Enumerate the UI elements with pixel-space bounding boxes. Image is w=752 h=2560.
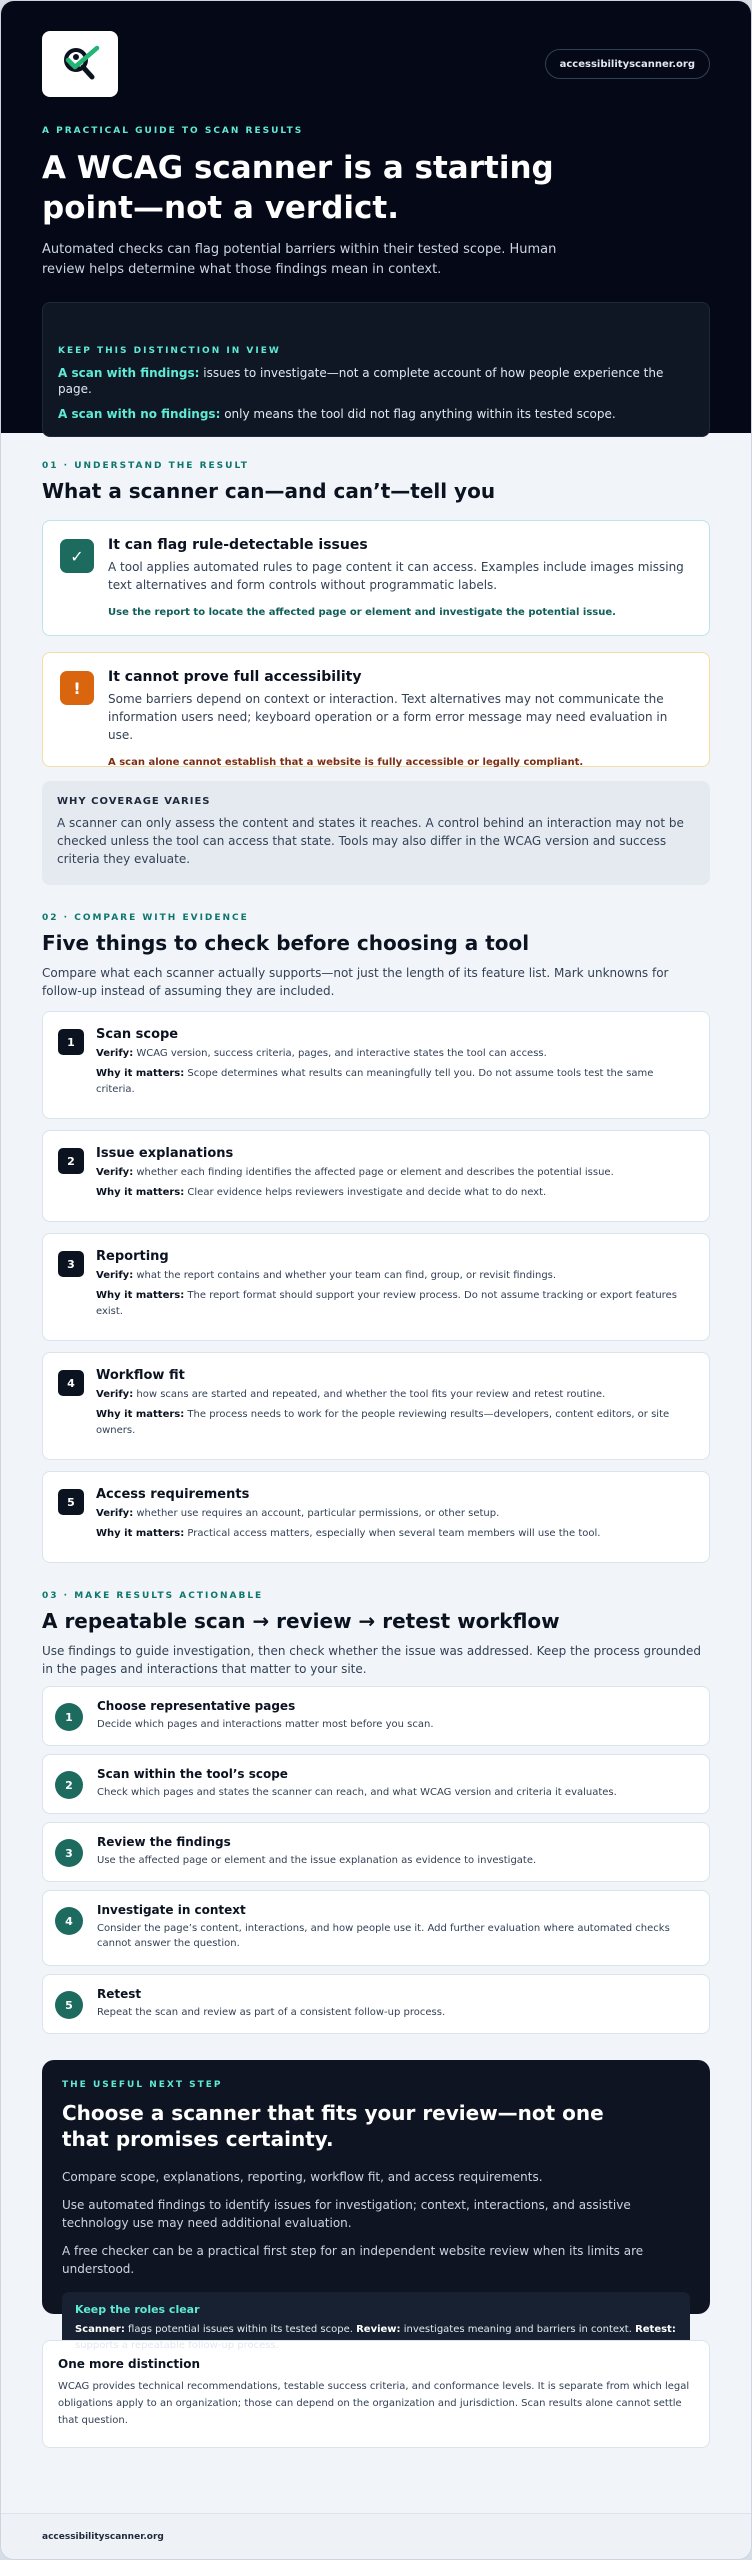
section-lede: Compare what each scanner actually supports—not just the length of its feature list. Mark unknowns for follow-up instead of assuming they are included.: [42, 966, 669, 998]
step-title: Investigate in context: [97, 1903, 246, 1917]
verify-label: Verify:: [96, 1389, 134, 1400]
check-verify: [96, 1387, 694, 1403]
step-number: 2: [55, 1771, 83, 1799]
check-number: 2: [58, 1148, 84, 1174]
check-item: [42, 1233, 710, 1341]
footer: [1, 2513, 751, 2559]
check-why: [96, 1407, 694, 1439]
verify-label: Verify:: [96, 1508, 134, 1519]
workflow-steps: [42, 1686, 710, 2034]
why-text: Clear evidence helps reviewers investigate and decide what to do next.: [184, 1187, 547, 1198]
hero-eyebrow: A PRACTICAL GUIDE TO SCAN RESULTS: [42, 126, 304, 136]
section-title: What a scanner can—and can’t—tell you: [42, 479, 496, 503]
verify-text: whether each finding identifies the affected page or element and describes the potential issue.: [133, 1167, 614, 1178]
check-number: 4: [58, 1370, 84, 1396]
cta-eyebrow: THE USEFUL NEXT STEP: [62, 2080, 223, 2090]
card-emphasis: Use the report to locate the affected page or element and investigate the potential issue.: [108, 607, 616, 618]
verify-label: Verify:: [96, 1167, 134, 1178]
check-title: Workflow fit: [96, 1368, 185, 1383]
distinction-callout: [42, 302, 710, 437]
callout-label-no-findings: A scan with no findings:: [58, 407, 221, 421]
one-more-distinction: [42, 2340, 710, 2448]
step-title: Retest: [97, 1987, 142, 2001]
callout-eyebrow: KEEP THIS DISTINCTION IN VIEW: [58, 346, 281, 356]
role-review-text: investigates meaning and barriers in context.: [400, 2324, 636, 2335]
step-title: Choose representative pages: [97, 1699, 296, 1713]
verify-text: how scans are started and repeated, and whether the tool fits your review and retest routine.: [133, 1389, 606, 1400]
check-number: 5: [58, 1489, 84, 1515]
step-text: Repeat the scan and review as part of a consistent follow-up process.: [97, 2007, 446, 2018]
step-title: Scan within the tool’s scope: [97, 1767, 288, 1781]
section-lede: Use findings to guide investigation, then check whether the issue was addressed. Keep the process grounded in the pages and interactions that matter to your site.: [42, 1644, 701, 1676]
check-item: [42, 1011, 710, 1119]
check-number: 3: [58, 1251, 84, 1277]
card-text: A tool applies automated rules to page content it can access. Examples include images missing text alternatives and form controls without programmatic labels.: [108, 560, 684, 592]
step-number: 3: [55, 1839, 83, 1867]
check-item: [42, 1471, 710, 1563]
domain-pill[interactable]: accessibilityscanner.org: [545, 49, 710, 79]
step-number: 1: [55, 1703, 83, 1731]
section-title: A repeatable scan → review → retest workflow: [42, 1609, 560, 1633]
workflow-step: [42, 1822, 710, 1882]
step-text: Check which pages and states the scanner can reach, and what WCAG version and criteria it evaluates.: [97, 1787, 617, 1798]
verify-label: Verify:: [96, 1048, 134, 1059]
why-label: Why it matters:: [96, 1409, 185, 1420]
hero-lede: Automated checks can flag potential barriers within their tested scope. Human review helps determine what those findings mean in context.: [42, 242, 557, 277]
workflow-step: [42, 1890, 710, 1966]
role-scanner-text: flags potential issues within its tested scope.: [124, 2324, 357, 2335]
step-text: Use the affected page or element and the issue explanation as evidence to investigate.: [97, 1855, 537, 1866]
note-title: WHY COVERAGE VARIES: [57, 796, 211, 807]
check-why: [96, 1185, 614, 1201]
section-eyebrow: 02 · COMPARE WITH EVIDENCE: [42, 913, 249, 923]
workflow-step: [42, 1974, 710, 2034]
next-step-panel: [42, 2060, 710, 2351]
check-number: 1: [58, 1029, 84, 1055]
why-text: The process needs to work for the people reviewing results—developers, content editors, or site owners.: [96, 1409, 670, 1436]
cta-title: Choose a scanner that fits your review—not one that promises certainty.: [62, 2101, 604, 2151]
check-why: [96, 1066, 694, 1098]
check-icon: ✓: [60, 539, 94, 573]
why-label: Why it matters:: [96, 1068, 185, 1079]
magnifier-check-logo-icon: [59, 44, 101, 84]
section-compare: [42, 913, 710, 1563]
callout-text-findings: issues to investigate—not a complete account of how people experience the page.: [58, 366, 664, 396]
check-item: [42, 1130, 710, 1222]
step-text: Consider the page’s content, interactions, and how people use it. Add further evaluation where automated checks cannot answer the question.: [97, 1923, 670, 1949]
note-text: A scanner can only assess the content and states it reaches. A control behind an interaction may not be checked unless the tool can access that state. Tools may also differ in the WCAG version and success criteria they evaluate.: [57, 816, 684, 866]
cta-paragraph-findings: Use automated findings to identify issues for investigation; context, interactions, and assistive technology use may need additional evaluation.: [62, 2198, 631, 2230]
why-text: The report format should support your review process. Do not assume tracking or export features exist.: [96, 1290, 677, 1317]
step-title: Review the findings: [97, 1835, 231, 1849]
roles-title: Keep the roles clear: [75, 2303, 200, 2316]
workflow-step: [42, 1686, 710, 1746]
verify-label: Verify:: [96, 1270, 134, 1281]
section-understand: [42, 461, 710, 885]
check-why: [96, 1288, 694, 1320]
page-title: A WCAG scanner is a starting point—not a verdict.: [42, 150, 554, 226]
role-retest-label: Retest:: [635, 2324, 676, 2335]
why-text: Scope determines what results can meaningfully tell you. Do not assume tools test the same criteria.: [96, 1068, 654, 1095]
step-number: 5: [55, 1991, 83, 2019]
check-why: [96, 1526, 600, 1542]
role-scanner-label: Scanner:: [75, 2324, 125, 2335]
callout-line-no-findings: [58, 406, 694, 422]
check-verify: [96, 1165, 614, 1181]
card-cannot-prove: [42, 652, 710, 767]
role-review-label: Review:: [356, 2324, 401, 2335]
check-title: Scan scope: [96, 1027, 179, 1042]
card-title: It can flag rule-detectable issues: [108, 537, 368, 553]
check-item: [42, 1352, 710, 1460]
card-emphasis: A scan alone cannot establish that a website is fully accessible or legally compliant.: [108, 757, 584, 768]
why-label: Why it matters:: [96, 1290, 185, 1301]
card-text: Some barriers depend on context or interaction. Text alternatives may not communicate the information users need; keyboard operation or a form error message may need evaluation in use.: [108, 692, 668, 742]
check-title: Access requirements: [96, 1487, 250, 1502]
check-verify: [96, 1268, 694, 1284]
why-label: Why it matters:: [96, 1187, 185, 1198]
callout-line-findings: [58, 365, 694, 397]
distinction-text: WCAG provides technical recommendations, testable success criteria, and conformance levels. It is separate from which legal obligations apply to an organization; those can depend on the organization and jurisdiction. Scan results alone cannot settle that question.: [58, 2381, 690, 2426]
section-eyebrow: 01 · UNDERSTAND THE RESULT: [42, 461, 249, 471]
verify-text: whether use requires an account, particular permissions, or other setup.: [133, 1508, 500, 1519]
check-title: Issue explanations: [96, 1146, 234, 1161]
check-verify: [96, 1046, 694, 1062]
workflow-step: [42, 1754, 710, 1814]
cta-paragraph-compare: Compare scope, explanations, reporting, workflow fit, and access requirements.: [62, 2170, 543, 2184]
cta-paragraph-free-checker: A free checker can be a practical first step for an independent website review when its limits are understood.: [62, 2244, 644, 2276]
section-workflow: [42, 1591, 710, 2034]
step-text: Decide which pages and interactions matter most before you scan.: [97, 1719, 434, 1730]
hero: [1, 1, 751, 433]
footer-domain-link[interactable]: accessibilityscanner.org: [42, 2531, 164, 2542]
section-title: Five things to check before choosing a tool: [42, 931, 530, 955]
callout-text-no-findings: only means the tool did not flag anything within its tested scope.: [220, 407, 616, 421]
role-retest-text: supports a repeatable follow-up process.: [75, 2340, 279, 2351]
verify-text: what the report contains and whether your team can find, group, or revisit findings.: [133, 1270, 557, 1281]
main-content: [1, 433, 751, 2448]
step-number: 4: [55, 1907, 83, 1935]
card-can-flag: [42, 520, 710, 636]
why-label: Why it matters:: [96, 1528, 185, 1539]
card-title: It cannot prove full accessibility: [108, 669, 362, 685]
check-list: [42, 1011, 710, 1563]
section-eyebrow: 03 · MAKE RESULTS ACTIONABLE: [42, 1591, 264, 1601]
coverage-varies-note: [42, 781, 710, 885]
callout-label-findings: A scan with findings:: [58, 366, 200, 380]
distinction-title: One more distinction: [58, 2357, 201, 2371]
check-verify: [96, 1506, 600, 1522]
verify-text: WCAG version, success criteria, pages, and interactive states the tool can access.: [133, 1048, 547, 1059]
site-logo[interactable]: [42, 31, 118, 97]
why-text: Practical access matters, especially when several team members will use the tool.: [184, 1528, 601, 1539]
warning-icon: !: [60, 671, 94, 705]
check-title: Reporting: [96, 1249, 169, 1264]
